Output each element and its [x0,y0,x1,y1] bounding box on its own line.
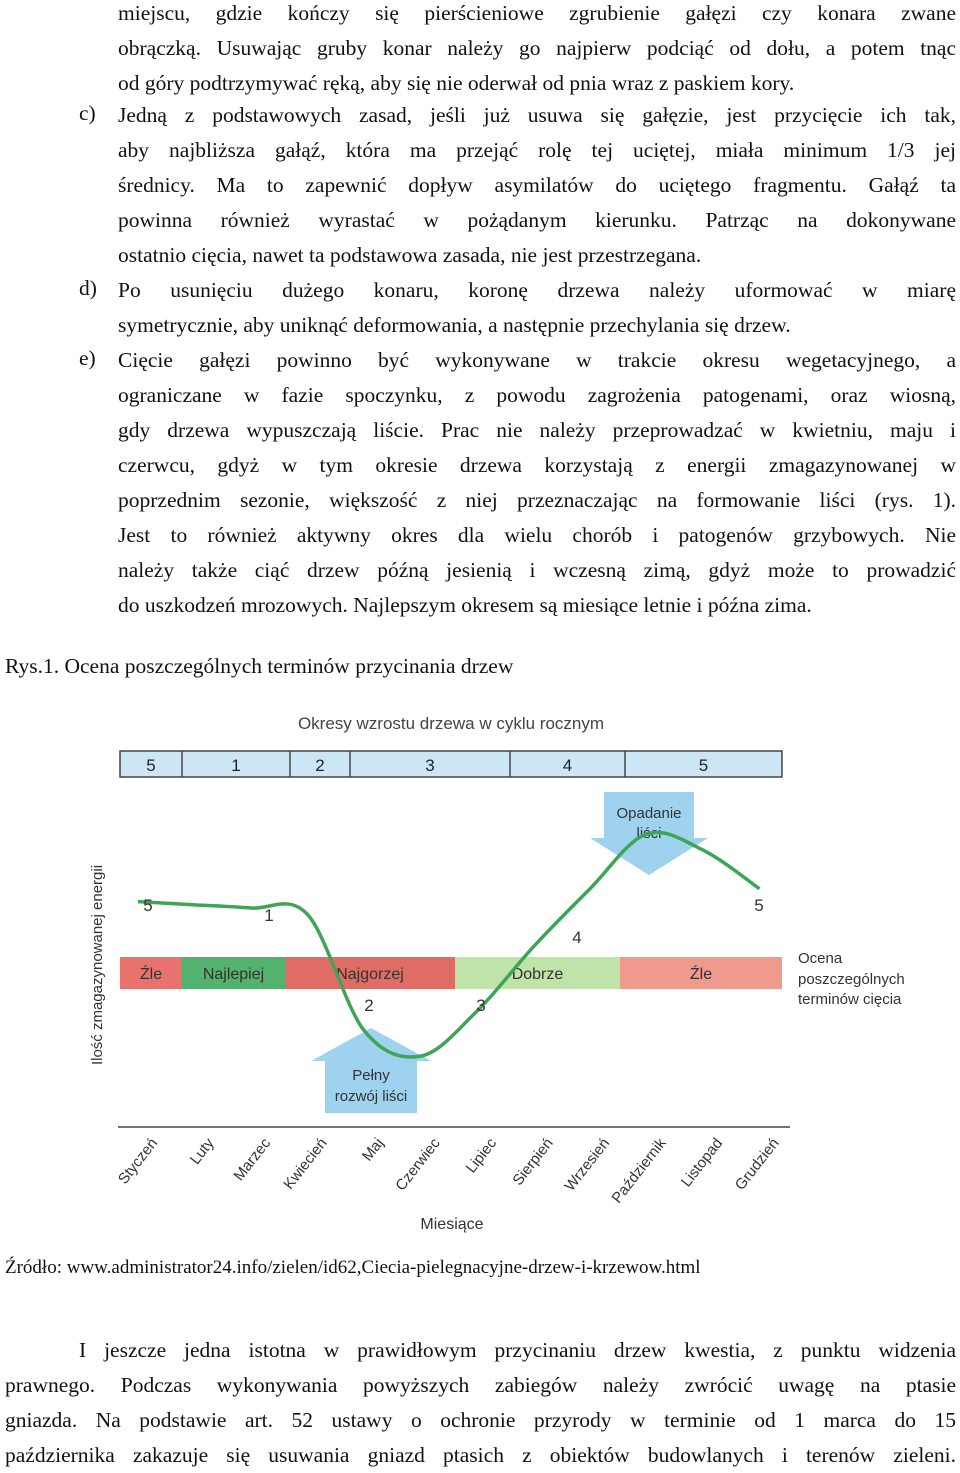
month-label: Lipiec [462,1134,501,1177]
period-label: 5 [698,756,709,775]
list-item-e [118,343,956,623]
annotation-full-leaf-line2: rozwój liści [334,1088,408,1105]
period-label: 4 [562,756,573,775]
annotation-leaf-fall-line1: Opadanie [616,805,682,822]
text-line: prawnego. Podczas wykonywania powyższych zabiegów należy zwrócić uwagę na ptasie [5,1373,956,1397]
period-label: 2 [315,756,325,775]
source-note: Źródło: www.administrator24.info/zielen/id62,Ciecia-pielegnacyjne-drzew-i-krzewow.html [5,1257,701,1278]
text-line: czerwcu, gdyż w tym okresie drzewa korzystają z energii zmagazynowanej w [118,453,956,477]
curve-phase-label: 5 [143,896,153,915]
month-label: Maj [358,1134,388,1165]
text-line: należy także ciąć drzew późną jesienią i wczesną zimą, gdyż może to prowadzić [118,558,956,582]
period-label: 1 [231,756,241,775]
text-line: symetrycznie, aby uniknąć deformowania, a następnie przechylania się drzew. [118,313,791,337]
period-label: 3 [425,756,435,775]
rating-label: Źle [139,966,163,983]
month-label: Kwiecień [280,1134,331,1193]
period-bar [120,751,782,777]
ratings-caption-line3: terminów cięcia [798,991,902,1008]
text-line: gdy drzewa wypuszczają liście. Prac nie należy przeprowadzać w kwietniu, maju i [118,418,956,442]
text-line: Cięcie gałęzi powinno być wykonywane w trakcie okresu wegetacyjnego, a [118,348,956,372]
tree-growth-chart [0,695,960,1255]
text-line: gniazda. Na podstawie art. 52 ustawy o ochronie przyrody w terminie od 1 marca do 15 [5,1408,956,1432]
rating-label: Źle [689,966,713,983]
text-line: do uszkodzeń mrozowych. Najlepszym okresem są miesiące letnie i późna zima. [118,593,812,617]
text-line: obrączką. Usuwając gruby konar należy go najpierw podciąć od dołu, a potem tnąc [118,36,956,60]
list-item-c [118,98,956,273]
rating-label: Najlepiej [202,966,265,983]
text-line: Jedną z podstawowych zasad, jeśli już usuwa się gałęzie, jest przycięcie ich tak, [118,103,956,127]
annotation-leaf-fall-line2: liści [636,825,662,842]
x-axis-label: Miesiące [420,1216,484,1233]
month-label: Październik [608,1134,670,1207]
list-item-d [118,273,956,343]
figure-caption: Rys.1. Ocena poszczególnych terminów przycinania drzew [5,654,514,678]
energy-curve-line [138,832,760,1057]
text-line: października zakazuje się usuwania gniazd ptasich z obiektów budowlanych i terenów zieleni. [5,1443,956,1467]
curve-phase-label: 2 [364,996,374,1015]
month-label: Czerwiec [392,1134,444,1195]
text-line: ograniczane w fazie spoczynku, z powodu zagrożenia patogenami, oraz wiosną, [118,383,956,407]
paragraph-bottom [5,1333,956,1473]
annotation-full-leaf-line1: Pełny [352,1067,390,1084]
text-line: Jest to również aktywny okres dla wielu chorób i patogenów grzybowych. Nie [118,523,956,547]
month-label: Listopad [677,1134,727,1191]
curve-phase-label: 1 [264,906,274,925]
curve-phase-label: 3 [476,996,486,1015]
curve-phase-label: 5 [754,896,764,915]
text-line: powinna również wyrastać w pożądanym kierunku. Patrząc na dokonywane [118,208,956,232]
rating-label: Dobrze [511,966,564,983]
paragraph-continuation [118,0,956,101]
month-label: Styczeń [114,1134,162,1188]
curve-phase-label: 4 [572,928,582,947]
ratings-caption-line1: Ocena [798,950,843,967]
period-label: 5 [146,756,156,775]
list-letter: d) [79,276,97,300]
text-line: poprzednim sezonie, większość z niej przeznaczając na formowanie liści (rys. 1). [118,488,956,512]
month-label: Grudzień [731,1134,783,1194]
month-label: Sierpień [509,1134,557,1189]
text-line: Po usunięciu dużego konaru, koronę drzewa należy uformować w miarę [118,278,956,302]
y-axis-label: Ilość zmagazynowanej energii [89,864,106,1066]
text-line: aby najbliższa gałąź, która ma przejąć rolę tej uciętej, miała minimum 1/3 jej [118,138,956,162]
month-label: Luty [186,1134,218,1168]
month-label: Wrzesień [561,1134,614,1195]
text-line: średnicy. Ma to zapewnić dopływ asymilatów do uciętego fragmentu. Gałąź ta [118,173,956,197]
text-line: I jeszcze jedna istotna w prawidłowym przycinaniu drzew kwestia, z punktu widzenia [79,1338,956,1362]
list-letter: e) [79,346,96,370]
month-label: Marzec [230,1134,275,1185]
text-line: ostatnio cięcia, nawet ta podstawowa zasada, nie jest przestrzegana. [118,243,702,267]
list-letter: c) [79,101,96,125]
rating-label: Najgorzej [336,966,404,983]
ratings-caption-line2: poszczególnych [798,971,905,988]
chart-title: Okresy wzrostu drzewa w cyklu rocznym [297,714,605,733]
rating-band [120,957,782,989]
text-line: od góry podtrzymywać ręką, aby się nie oderwał od pnia wraz z paskiem kory. [118,71,795,95]
text-line: miejscu, gdzie kończy się pierścieniowe zgrubienie gałęzi czy konara zwane [118,1,956,25]
